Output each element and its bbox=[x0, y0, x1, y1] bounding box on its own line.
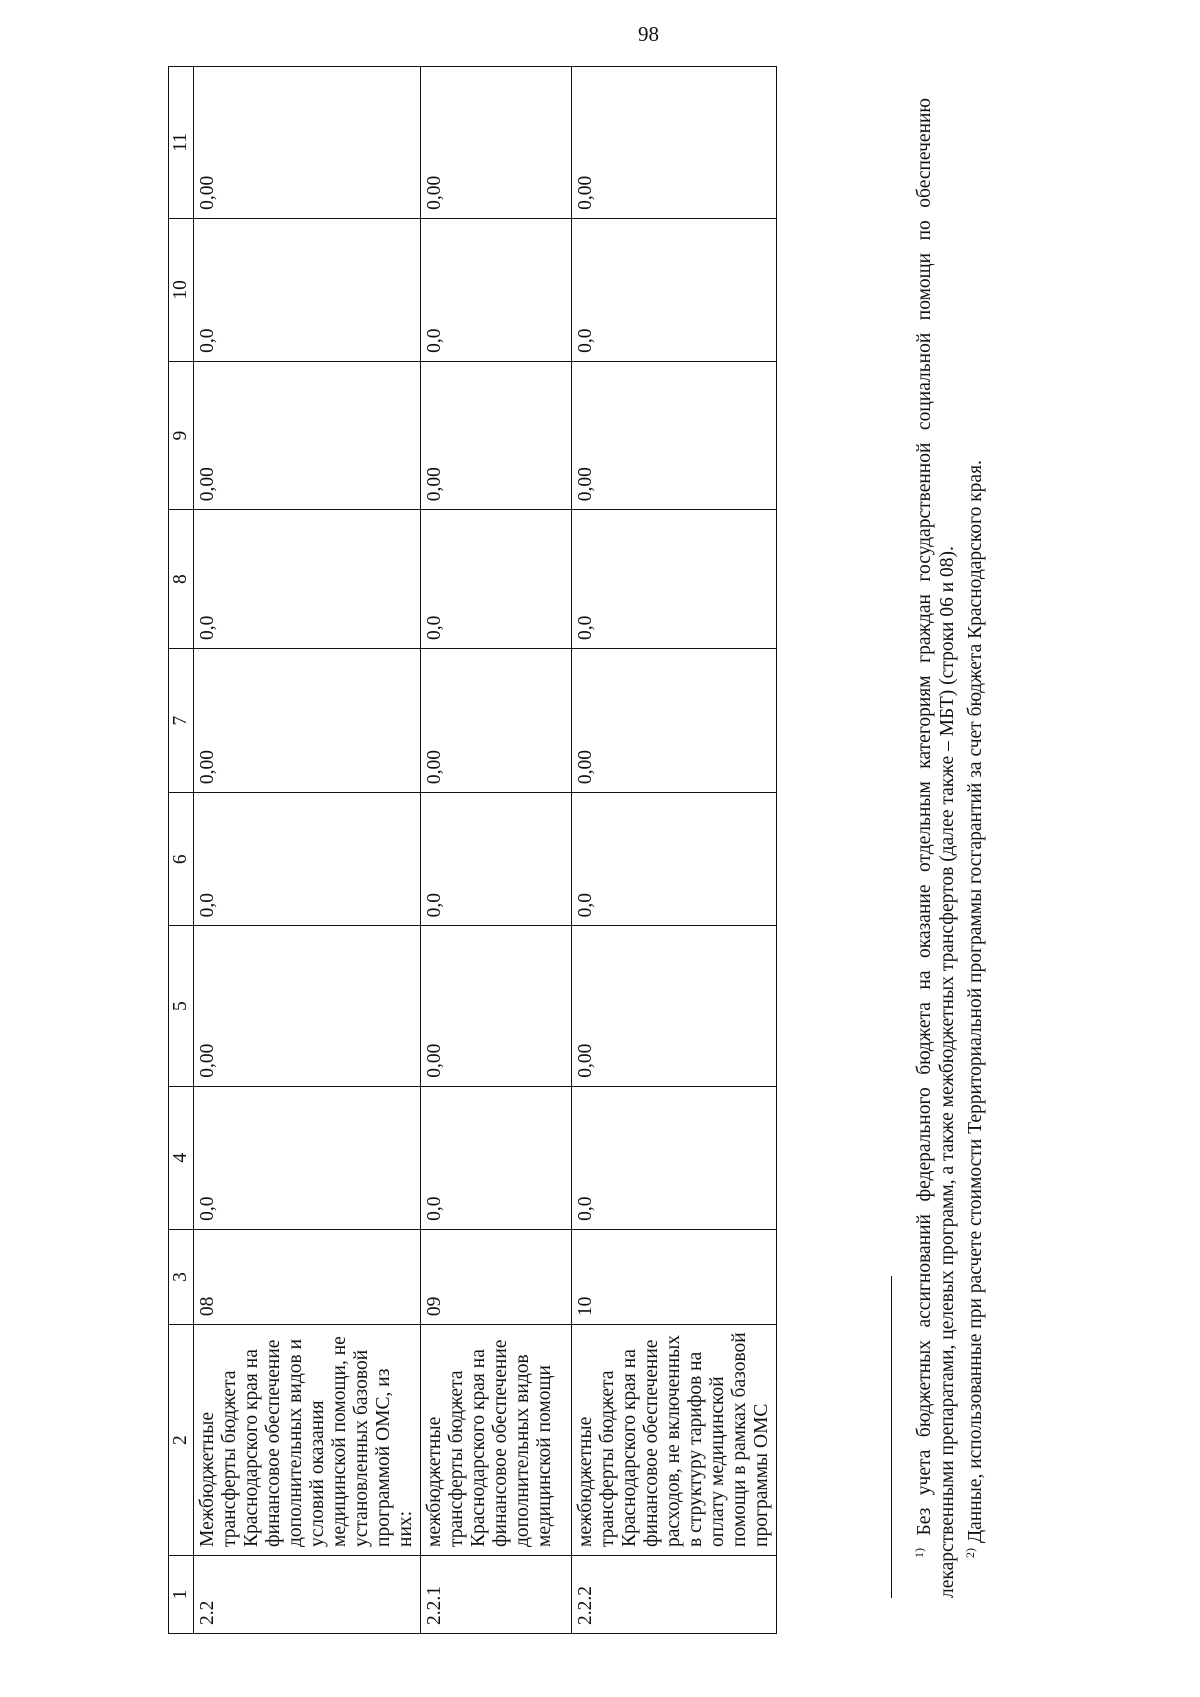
header-cell-3: 3 bbox=[169, 1229, 194, 1324]
header-cell-5: 5 bbox=[169, 926, 194, 1086]
rotated-content bbox=[168, 14, 1068, 1634]
header-row bbox=[169, 67, 194, 1634]
header-cell-4: 4 bbox=[169, 1086, 194, 1229]
table-row bbox=[421, 67, 572, 1634]
header-cell-10: 10 bbox=[169, 218, 194, 361]
footnote-1 bbox=[908, 98, 959, 1598]
header-cell-8: 8 bbox=[169, 510, 194, 649]
footnote-1-marker: 1) bbox=[912, 1548, 926, 1558]
value-cell: 0,00 bbox=[194, 67, 421, 219]
value-cell: 0,0 bbox=[421, 510, 572, 649]
value-cell: 0,00 bbox=[421, 926, 572, 1086]
footnote-1-text: Без учета бюджетных ассигнований федерального бюджета на оказание отдельным категориям граждан государственной социальной помощи по обеспечению лекарственными препаратами, целевых программ, а также межбюджетных трансфертов (далее также – МБТ) (строки 06 и 08). bbox=[914, 97, 958, 1598]
row-code-cell: 10 bbox=[572, 1229, 777, 1324]
value-cell: 0,00 bbox=[421, 361, 572, 509]
value-cell: 0,00 bbox=[572, 649, 777, 793]
value-cell: 0,00 bbox=[421, 649, 572, 793]
value-cell: 0,0 bbox=[194, 793, 421, 926]
footnote-list bbox=[908, 98, 987, 1598]
row-code-cell: 08 bbox=[194, 1229, 421, 1324]
value-cell: 0,00 bbox=[194, 649, 421, 793]
table-row bbox=[572, 67, 777, 1634]
header-cell-6: 6 bbox=[169, 793, 194, 926]
value-cell: 0,0 bbox=[572, 510, 777, 649]
row-description-cell: межбюджетные трансферты бюджета Краснодарского края на финансовое обеспечение расходов, не включенных в структуру тарифов на оплату медицинской помощи в рамках базовой программы ОМС bbox=[572, 1325, 777, 1556]
header-cell-11: 11 bbox=[169, 67, 194, 219]
value-cell: 0,00 bbox=[572, 926, 777, 1086]
value-cell: 0,00 bbox=[572, 361, 777, 509]
value-cell: 0,00 bbox=[194, 926, 421, 1086]
header-cell-2: 2 bbox=[169, 1325, 194, 1556]
header-cell-9: 9 bbox=[169, 361, 194, 509]
page-number: 98 bbox=[638, 22, 659, 46]
header-cell-1: 1 bbox=[169, 1555, 194, 1633]
table-row bbox=[194, 67, 421, 1634]
row-description-cell: Межбюджетные трансферты бюджета Краснодарского края на финансовое обеспечение дополнительных видов и условий оказания медицинской помощи, не установленных базовой программой ОМС, из них: bbox=[194, 1325, 421, 1556]
value-cell: 0,0 bbox=[194, 510, 421, 649]
footnotes bbox=[891, 98, 987, 1598]
value-cell: 0,0 bbox=[421, 793, 572, 926]
row-number-cell: 2.2.2 bbox=[572, 1555, 777, 1633]
value-cell: 0,00 bbox=[572, 67, 777, 219]
footnote-2-marker: 2) bbox=[963, 1548, 977, 1558]
value-cell: 0,0 bbox=[194, 218, 421, 361]
row-number-cell: 2.2.1 bbox=[421, 1555, 572, 1633]
value-cell: 0,0 bbox=[194, 1086, 421, 1229]
header-cell-7: 7 bbox=[169, 649, 194, 793]
value-cell: 0,0 bbox=[421, 1086, 572, 1229]
row-description-cell: межбюджетные трансферты бюджета Краснодарского края на финансовое обеспечение дополнительных видов медицинской помощи bbox=[421, 1325, 572, 1556]
row-number-cell: 2.2 bbox=[194, 1555, 421, 1633]
value-cell: 0,00 bbox=[194, 361, 421, 509]
value-cell: 0,0 bbox=[572, 218, 777, 361]
footnote-2 bbox=[959, 98, 987, 1598]
value-cell: 0,00 bbox=[421, 67, 572, 219]
value-cell: 0,0 bbox=[572, 1086, 777, 1229]
footnote-2-text: Данные, использованные при расчете стоимости Территориальной программы госгарантий за счет бюджета Краснодарского края. bbox=[965, 460, 986, 1544]
value-cell: 0,0 bbox=[421, 218, 572, 361]
footnote-divider bbox=[891, 1276, 892, 1598]
row-code-cell: 09 bbox=[421, 1229, 572, 1324]
value-cell: 0,0 bbox=[572, 793, 777, 926]
data-table bbox=[168, 66, 777, 1634]
